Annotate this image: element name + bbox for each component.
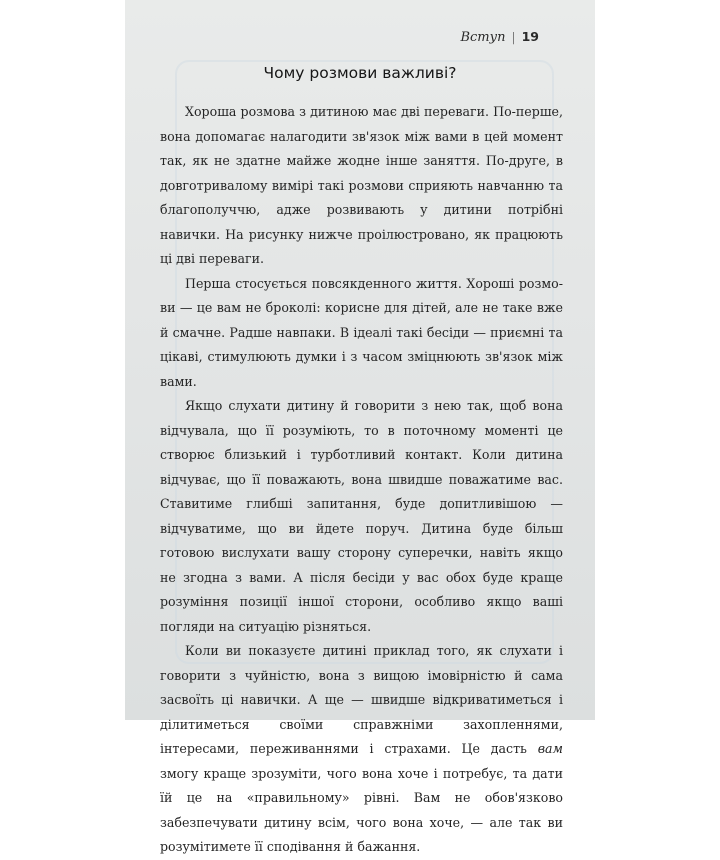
paragraph: Перша стосується повсякденного життя. Хороші розмови — це вам не броколі: корисне для дітей, але не таке вже й смачне. Радше навпаки. В ідеалі такі бесіди — приємні та цікаві, стимулюють думки і з часом зміцнюють зв'язок між вами. (160, 275, 563, 389)
paragraph (160, 639, 563, 860)
paragraph: Якщо слухати дитину й говорити з нею так, щоб вона відчувала, що її розуміють, то в поточному моменті це створює близький і турботливий контакт. Коли дитина відчуває, що її поважають, вона швидше поважатиме вас. Ставитиме глибші запитання, буде допитливішою — відчуватиме, що ви йдете поруч. Дитина буде більш готовою вислухати вашу сторону суперечки, навіть якщо не згодна з вами. А після бесіди у вас обох буде краще розуміння позиції іншої сторони, особливо якщо ваші погляди на ситуацію різняться. (160, 398, 563, 634)
paragraph: Хороша розмова з дитиною має дві переваги. По-перше, вона допомагає налагодити зв'язок між вами в цей момент так, як не здатне майже жодне інше заняття. По-друге, в довготривалому вимірі такі розмови сприяють навчанню та благополуччю, адже розвивають у дитини потрібні навички. На рисунку нижче проілюстровано, як працюють ці дві переваги. (160, 104, 563, 266)
paragraph-text: змогу краще зрозуміти, чого вона хоче і потребує, та дати їй це на «правильному» рівні. Вам не обов'язково забезпечувати дитину всім, чого вона хоче, — але так ви розумітимете її сподівання й бажання. (160, 765, 563, 854)
section-title: Вступ (460, 30, 506, 45)
emphasis: вам (537, 741, 563, 756)
paragraph-text: Коли ви показуєте дитині приклад того, як слухати і говорити з чуйністю, вона з вищою імовірністю й сама засвоїть ці навички. А ще — швидше відкриватиметься і ділитиметься своїми справжніми захопленнями, інтересами, переживаннями і страхами. Це дасть (160, 643, 563, 756)
separator: | (511, 30, 516, 44)
running-head (460, 29, 539, 45)
page-number: 19 (521, 29, 539, 44)
body-text (160, 100, 563, 860)
section-heading: Чому розмови важливі? (263, 64, 457, 82)
book-page (125, 0, 595, 854)
